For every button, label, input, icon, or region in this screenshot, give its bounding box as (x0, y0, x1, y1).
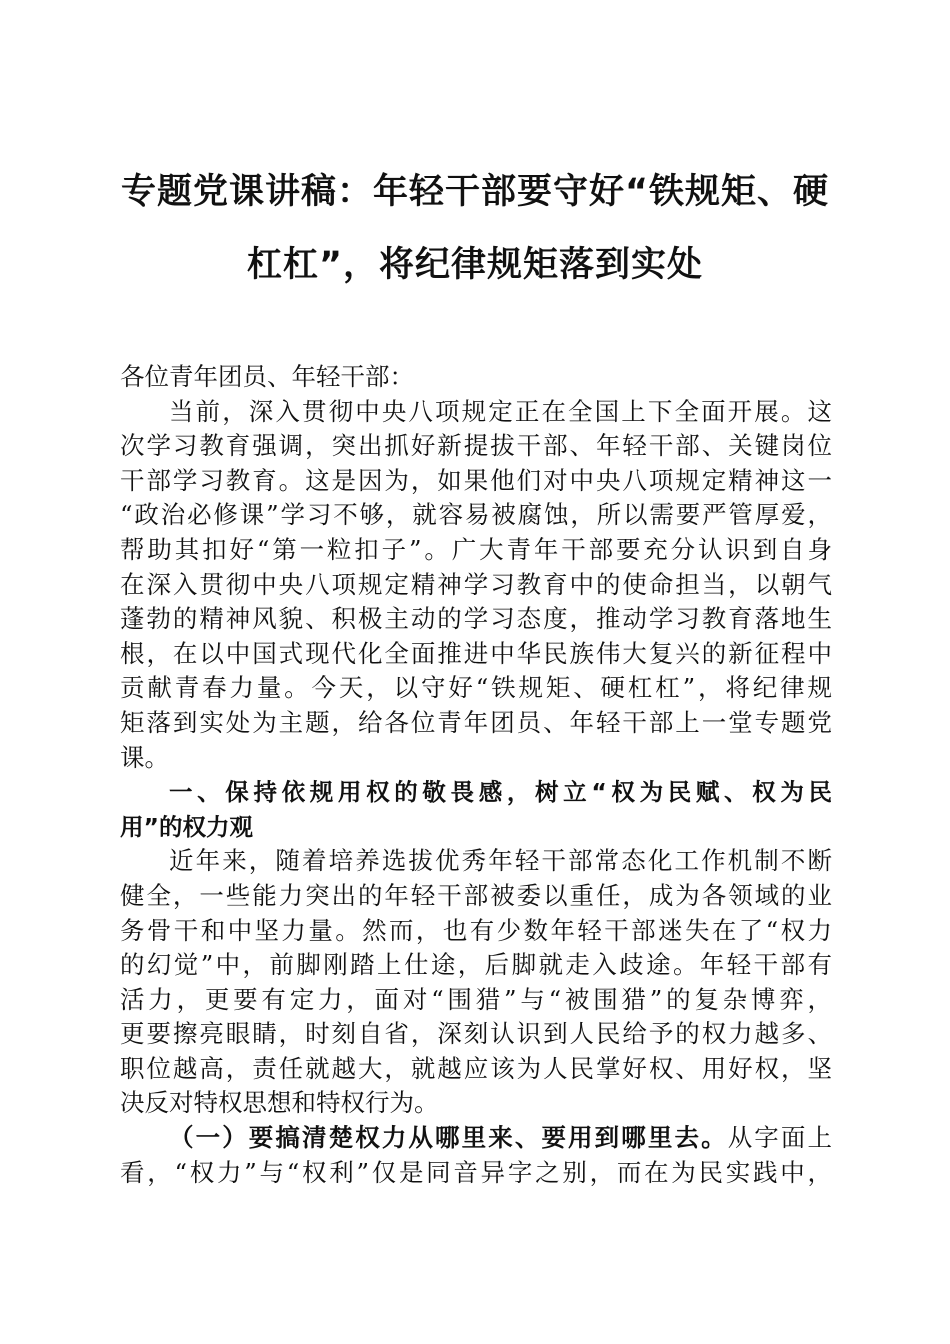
subsection-heading: （一）要搞清楚权力从哪里来、要用到哪里去。 (169, 1123, 728, 1153)
paragraph-line: 看，“权力”与“权利”仅是同音异字之别，而在为民实践中， (120, 1157, 832, 1187)
subsection-line (120, 1121, 832, 1156)
paragraph-line: 贡献青春力量。今天，以守好“铁规矩、硬杠杠”，将纪律规 (120, 673, 832, 703)
paragraph-line: 决反对特权思想和特权行为。 (120, 1088, 439, 1118)
paragraph-line: 当前，深入贯彻中央八项规定正在全国上下全面开展。这 (169, 396, 832, 426)
paragraph-line: 矩落到实处为主题，给各位青年团员、年轻干部上一堂专题党 (120, 707, 832, 737)
paragraph-line: 蓬勃的精神风貌、积极主动的学习态度，推动学习教育落地生 (120, 604, 832, 634)
paragraph-line: 根，在以中国式现代化全面推进中华民族伟大复兴的新征程中 (120, 638, 832, 668)
paragraph-line: 在深入贯彻中央八项规定精神学习教育中的使命担当，以朝气 (120, 569, 832, 599)
paragraph-line: 更要擦亮眼睛，时刻自省，深刻认识到人民给予的权力越多、 (120, 1019, 832, 1049)
paragraph-line: 帮助其扣好“第一粒扣子”。广大青年干部要充分认识到自身 (120, 534, 832, 564)
document-title-line-2: 杠杠”，将纪律规矩落到实处 (246, 245, 703, 285)
subsection-text: 从字面上 (727, 1123, 832, 1153)
paragraph-line: 课。 (120, 742, 169, 772)
salutation: 各位青年团员、年轻干部： (120, 362, 414, 391)
paragraph-line: 健全，一些能力突出的年轻干部被委以重任，成为各领域的业 (120, 880, 832, 910)
paragraph-line: 干部学习教育。这是因为，如果他们对中央八项规定精神这一 (120, 465, 832, 495)
paragraph-line: 务骨干和中坚力量。然而，也有少数年轻干部迷失在了“权力 (120, 915, 832, 945)
section-heading-line: 一、保持依规用权的敬畏感，树立“权为民赋、权为民 (169, 778, 832, 807)
paragraph-line: “政治必修课”学习不够，就容易被腐蚀，所以需要严管厚爱， (120, 500, 832, 530)
paragraph-line: 活力，更要有定力，面对“围猎”与“被围猎”的复杂博弈， (120, 984, 832, 1014)
paragraph-line: 的幻觉”中，前脚刚踏上仕途，后脚就走入歧途。年轻干部有 (120, 950, 832, 980)
paragraph-line: 近年来，随着培养选拔优秀年轻干部常态化工作机制不断 (169, 846, 832, 876)
section-heading-line: 用”的权力观 (120, 812, 253, 841)
paragraph-line: 职位越高，责任就越大，就越应该为人民掌好权、用好权，坚 (120, 1053, 832, 1083)
document-title-line-1: 专题党课讲稿：年轻干部要守好“铁规矩、硬 (120, 172, 829, 212)
document-body (120, 360, 832, 1190)
paragraph-line: 次学习教育强调，突出抓好新提拔干部、年轻干部、关键岗位 (120, 431, 832, 461)
